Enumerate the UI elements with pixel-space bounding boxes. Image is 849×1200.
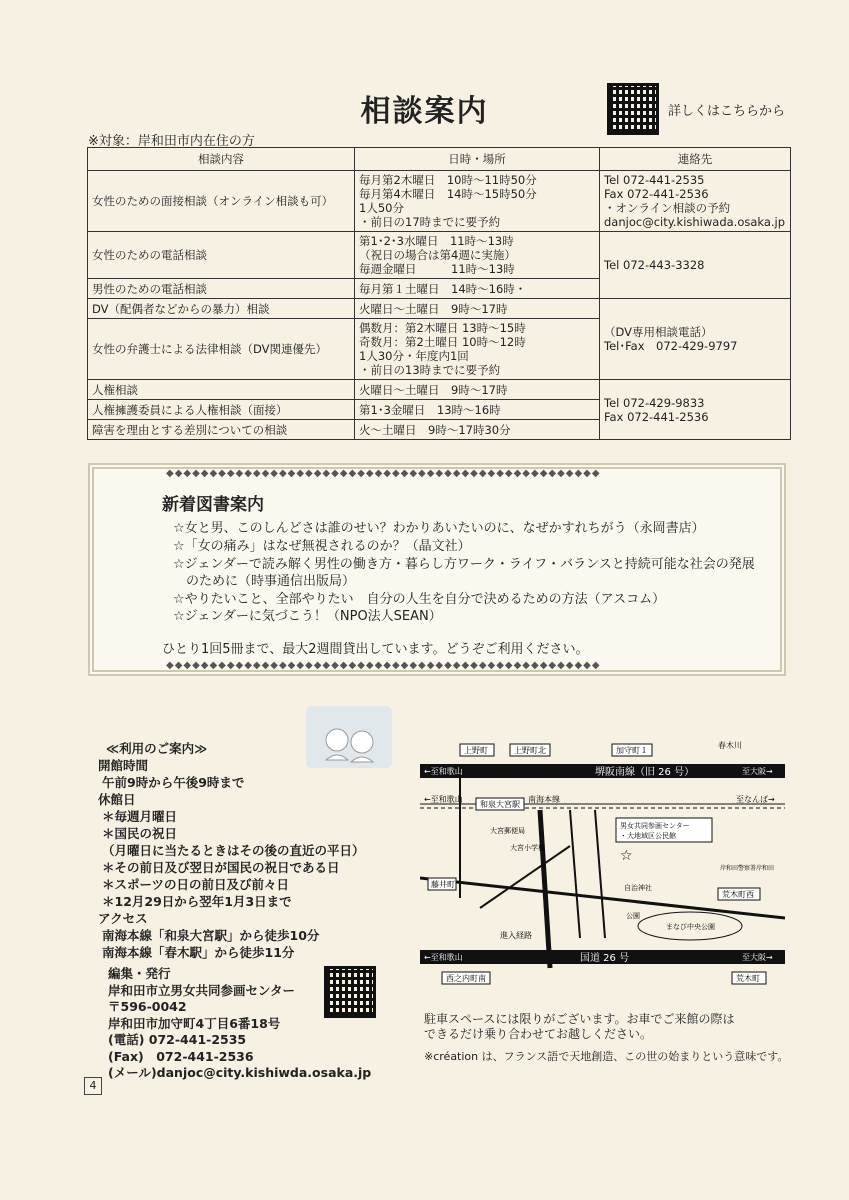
consultation-table [87, 147, 791, 440]
publisher-zip: 〒596-0042 [108, 999, 187, 1014]
row-contact [600, 380, 791, 440]
book-item: ☆「女の痛み」はなぜ無視されるのか？（晶文社） [173, 539, 471, 554]
qr-code-icon[interactable] [324, 966, 376, 1018]
row-content: 女性のための面接相談（オンライン相談も可） [88, 171, 355, 232]
map-label: 南海本線 [528, 795, 560, 804]
contact-line: Tel 072-441-2535 [604, 173, 705, 187]
hours-label: 開館時間 [98, 758, 149, 773]
publisher-tel: (電話) 072-441-2535 [108, 1032, 247, 1047]
time-line: 毎週金曜日 11時～13時 [359, 262, 515, 276]
row-time: 火曜日～土曜日 9時～17時 [355, 299, 600, 319]
closed-item: ＊毎週月曜日 [102, 809, 178, 824]
closed-label: 休館日 [98, 792, 136, 807]
publisher-mail[interactable]: (メール)danjoc@city.kishiwda.osaka.jp [108, 1065, 372, 1080]
contact-email[interactable]: danjoc@city.kishiwada.osaka.jp [604, 215, 786, 229]
row-time: 火～土曜日 9時～17時30分 [355, 420, 600, 440]
row-time [355, 319, 600, 380]
parking-note [424, 1012, 734, 1042]
map-label: 公園 [626, 912, 640, 920]
creation-note: ※création は、フランス語で天地創造、この世の始まりという意味です。 [424, 1050, 789, 1063]
center-star-icon: ☆ [620, 848, 633, 864]
map-label: 荒木町 [736, 974, 760, 983]
row-content: 女性のための電話相談 [88, 232, 355, 279]
table-row [88, 299, 791, 319]
map-label: ・大地域区公民館 [620, 832, 676, 840]
book-item: のために（時事通信出版局） [173, 574, 356, 589]
book-item: ☆女と男、このしんどさは誰のせい？わかりあいたいのに、なぜかすれちがう（永岡書店） [173, 521, 705, 536]
row-contact [600, 299, 791, 380]
closed-item: ＊その前日及び翌日が国民の祝日である日 [102, 860, 340, 875]
contact-line: （DV専用相談電話） [604, 325, 713, 339]
row-content: 女性の弁護士による法律相談（DV関連優先） [88, 319, 355, 380]
publisher-address: 岸和田市加守町4丁目6番18号 [108, 1015, 281, 1031]
map-label: 岸和田警察署岸和田 [720, 865, 775, 872]
row-content: 人権相談 [88, 380, 355, 400]
table-row [88, 380, 791, 400]
map-label: 上野町北 [514, 746, 546, 755]
access-map [420, 738, 785, 1006]
contact-line: Tel 072-429-9833 [604, 395, 705, 410]
usage-info [98, 740, 365, 961]
page-number: 4 [84, 1077, 102, 1095]
row-time: 第1･3金曜日 13時～16時 [355, 400, 600, 420]
map-label: 至大阪→ [742, 953, 773, 962]
map-label: 西之内町南 [446, 974, 486, 983]
map-label: 和泉大宮駅 [480, 800, 520, 809]
map-label: 自治神社 [624, 884, 652, 892]
qr-note: 詳しくはこちらから [668, 104, 786, 119]
map-label: 大宮郵便局 [490, 827, 525, 835]
row-time: 火曜日～土曜日 9時～17時 [355, 380, 600, 400]
access-label: アクセス [98, 911, 148, 926]
map-label: 加守町１ [616, 746, 648, 755]
qr-code-icon[interactable] [607, 83, 659, 135]
map-label: 男女共同参画センター [620, 822, 690, 830]
row-contact: Tel 072-443-3328 [600, 232, 791, 299]
time-line: 偶数月：第2木曜日 13時～15時 [359, 321, 526, 335]
row-contact [600, 171, 791, 232]
page-title: 相談案内 [360, 94, 489, 129]
map-label: 進入経路 [500, 931, 532, 940]
table-row [88, 171, 791, 232]
closed-item: ＊スポーツの日の前日及び前々日 [102, 877, 290, 892]
map-label: 上野町 [464, 746, 488, 755]
map-label: 至大阪→ [742, 767, 773, 776]
map-label: まなび中央公園 [666, 923, 715, 931]
contact-line: ・オンライン相談の予約 [604, 201, 731, 215]
contact-line: Tel･Fax 072-429-9797 [604, 339, 738, 353]
table-header-row [88, 148, 791, 171]
map-label: 藤井町 [431, 880, 455, 889]
book-item: ☆ジェンダーに気づこう！（NPO法人SEAN） [173, 609, 442, 624]
map-label: 荒木町西 [722, 890, 754, 899]
access-item: 南海本線「和泉大宮駅」から徒歩10分 [102, 928, 320, 943]
closed-item: ＊12月29日から翌年1月3日まで [102, 894, 292, 909]
diamond-border-top: ◆◆◆◆◆◆◆◆◆◆◆◆◆◆◆◆◆◆◆◆◆◆◆◆◆◆◆◆◆◆◆◆◆◆◆◆◆◆◆◆◆◆◆◆◆◆◆◆◆◆ [166, 468, 601, 479]
target-note: ※対象：岸和田市内在住の方 [88, 134, 255, 149]
new-books-title: 新着図書案内 [162, 495, 264, 515]
time-line: 1人50分 [359, 201, 404, 215]
book-item: ☆ジェンダーで読み解く男性の働き方・暮らし方ワーク・ライフ・バランスと持続可能な社会の発展 [173, 557, 755, 572]
row-content: 男性のための電話相談 [88, 279, 355, 299]
row-time [355, 171, 600, 232]
map-label: ←至和歌山 [424, 795, 463, 804]
row-content: DV（配偶者などからの暴力）相談 [88, 299, 355, 319]
publisher-heading: 編集・発行 [108, 966, 171, 981]
map-label: 春木川 [718, 741, 742, 750]
book-item: ☆やりたいこと、全部やりたい 自分の人生を自分で決めるための方法（アスコム） [173, 592, 666, 607]
parking-line: 駐車スペースには限りがございます。お車でご来館の際は [424, 1012, 735, 1026]
time-line: （祝日の場合は第4週に実施） [359, 248, 516, 262]
time-line: 1人30分・年度内1回 [359, 349, 469, 363]
header-time: 日時・場所 [355, 148, 600, 171]
time-line: ・前日の17時までに要予約 [359, 215, 501, 229]
time-line: ・前日の13時までに要予約 [359, 363, 501, 377]
closed-item: （月曜日に当たるときはその後の直近の平日） [102, 843, 365, 858]
publisher-fax: (Fax) 072-441-2536 [108, 1048, 254, 1064]
contact-line: Fax 072-441-2536 [604, 187, 709, 201]
map-label: 堺阪南線（旧 26 号） [595, 767, 695, 778]
row-time: 毎月第１土曜日 14時～16時・ [355, 279, 600, 299]
time-line: 第1･2･3水曜日 11時～13時 [359, 234, 514, 248]
map-label: 至なんば→ [736, 795, 775, 804]
map-label: ←至和歌山 [424, 767, 463, 776]
hours-value: 午前9時から午後9時まで [102, 775, 245, 790]
parking-line: できるだけ乗り合わせてお越しください。 [424, 1027, 653, 1041]
diamond-border-bottom: ◆◆◆◆◆◆◆◆◆◆◆◆◆◆◆◆◆◆◆◆◆◆◆◆◆◆◆◆◆◆◆◆◆◆◆◆◆◆◆◆◆◆◆◆◆◆◆◆◆◆ [166, 660, 601, 671]
lending-note: ひとり1回5冊まで、最大2週間貸出しています。どうぞご利用ください。 [162, 642, 589, 657]
time-line: 毎月第2木曜日 10時～11時50分 [359, 173, 537, 187]
usage-heading: ≪利用のご案内≫ [106, 741, 208, 756]
header-content: 相談内容 [88, 148, 355, 171]
map-label: 国道 26 号 [580, 953, 630, 964]
time-line: 奇数月：第2土曜日 10時～12時 [359, 335, 526, 349]
map-label: ←至和歌山 [424, 953, 463, 962]
contact-line: Fax 072-441-2536 [604, 409, 709, 424]
row-content: 障害を理由とする差別についての相談 [88, 420, 355, 440]
map-label: 大宮小学校 [510, 844, 545, 852]
table-row [88, 232, 791, 279]
header-contact: 連絡先 [600, 148, 791, 171]
access-item: 南海本線「春木駅」から徒歩11分 [102, 945, 295, 960]
publisher-name: 岸和田市立男女共同参画センター [108, 982, 296, 998]
closed-item: ＊国民の祝日 [102, 826, 178, 841]
time-line: 毎月第4木曜日 14時～15時50分 [359, 187, 537, 201]
row-time [355, 232, 600, 279]
row-content: 人権擁護委員による人権相談（面接） [88, 400, 355, 420]
